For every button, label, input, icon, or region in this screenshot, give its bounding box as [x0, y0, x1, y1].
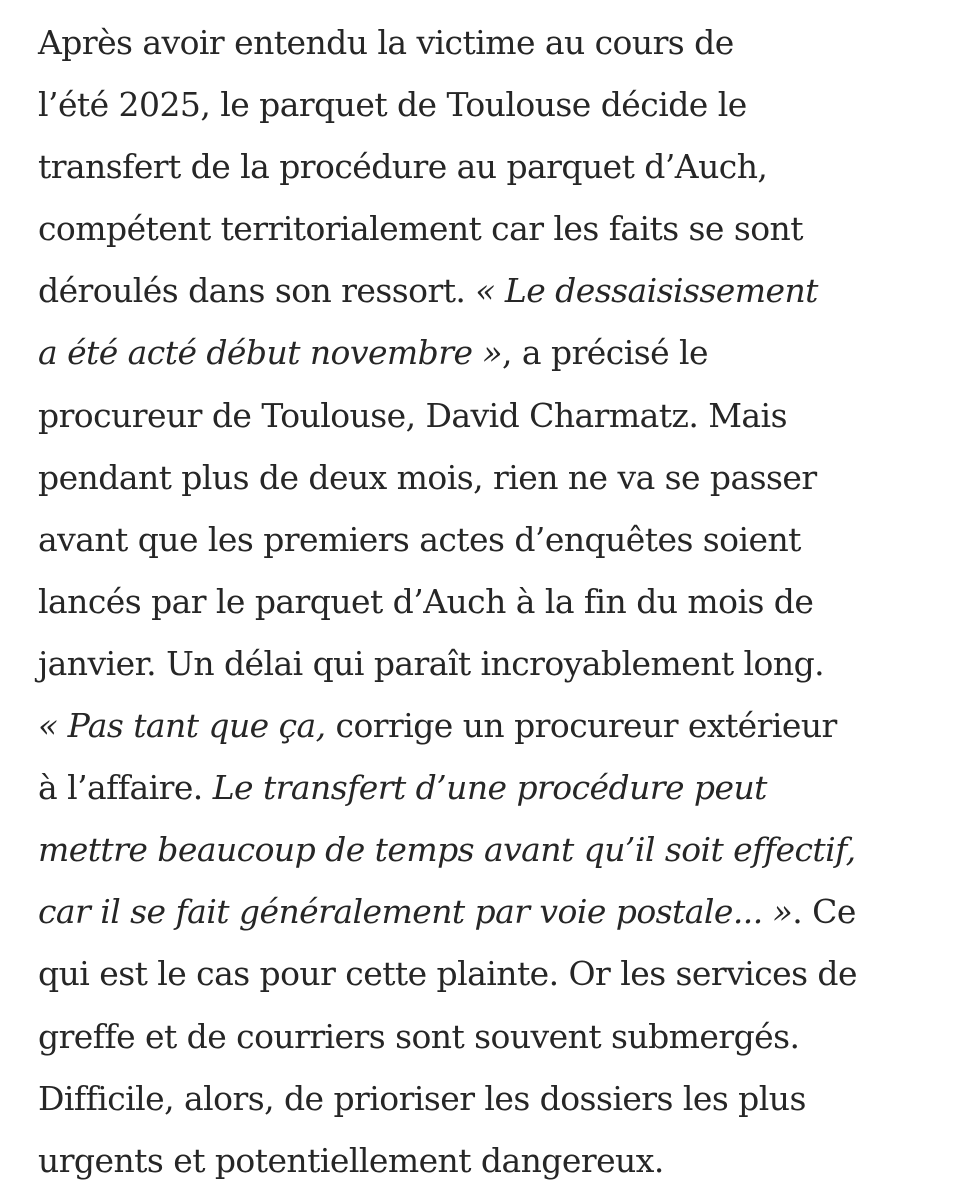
text-segment: compétent territorialement car les faits se sont [38, 209, 803, 249]
quote-segment: a été acté début novembre » [38, 333, 503, 373]
text-segment: avant que les premiers actes d’enquêtes soient [38, 519, 801, 559]
text-line [38, 198, 938, 260]
text-segment: lancés par le parquet d’Auch à la fin du mois de [38, 581, 814, 621]
text-line [38, 385, 938, 447]
article-paragraph [38, 12, 938, 1192]
text-segment: transfert de la procédure au parquet d’Auch, [38, 147, 768, 187]
quote-segment: car il se fait généralement par voie postale... » [38, 892, 793, 932]
text-line [38, 881, 938, 943]
text-segment: janvier. Un délai qui paraît incroyablement long. [38, 643, 825, 683]
quote-segment: mettre beaucoup de temps avant qu’il soit effectif, [38, 830, 856, 870]
text-segment: urgents et potentiellement dangereux. [38, 1140, 664, 1180]
text-line [38, 74, 938, 136]
text-segment: . Ce [792, 892, 856, 932]
text-segment: Difficile, alors, de prioriser les dossiers les plus [38, 1078, 806, 1118]
text-line [38, 322, 938, 384]
text-line [38, 1068, 938, 1130]
text-segment: greffe et de courriers sont souvent submergés. [38, 1016, 800, 1056]
text-line [38, 571, 938, 633]
text-line [38, 943, 938, 1005]
text-line [38, 136, 938, 198]
text-line [38, 12, 938, 74]
text-segment: qui est le cas pour cette plainte. Or les services de [38, 954, 857, 994]
text-line [38, 695, 938, 757]
text-segment: à l’affaire. [38, 768, 213, 808]
quote-segment: Le transfert d’une procédure peut [212, 768, 767, 808]
text-line [38, 633, 938, 695]
text-segment: corrige un procureur extérieur [325, 706, 837, 746]
text-line [38, 757, 938, 819]
text-segment: Après avoir entendu la victime au cours de [38, 23, 734, 62]
text-line [38, 509, 938, 571]
text-segment: pendant plus de deux mois, rien ne va se passer [38, 457, 817, 497]
text-line [38, 260, 938, 322]
text-segment: l’été 2025, le parquet de Toulouse décide le [38, 85, 747, 125]
text-segment: procureur de Toulouse, David Charmatz. Mais [38, 395, 787, 435]
text-segment: déroulés dans son ressort. [38, 271, 476, 311]
text-line [38, 819, 938, 881]
text-segment: , a précisé le [502, 333, 708, 373]
quote-segment: « Pas tant que ça, [38, 706, 326, 746]
quote-segment: « Le dessaisissement [475, 271, 818, 311]
text-line [38, 1006, 938, 1068]
text-line [38, 447, 938, 509]
text-line [38, 1130, 938, 1192]
